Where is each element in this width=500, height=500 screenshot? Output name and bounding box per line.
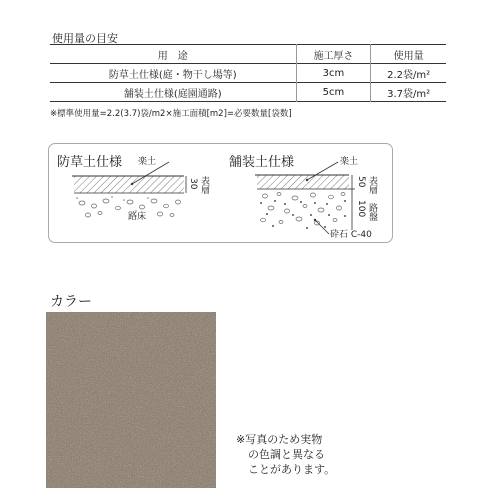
usage-section-title: 使用量の目安: [52, 32, 118, 45]
row-application: 防草土仕様(庭・物干し場等): [50, 64, 296, 83]
disclaimer-line: ことがあります。: [248, 463, 336, 476]
right-top-layer-label: 表層: [367, 176, 377, 194]
color-section-title: カラー: [50, 294, 92, 310]
surface-layer: [74, 176, 184, 193]
left-base-label: 路床: [128, 212, 147, 222]
leader-line: [315, 220, 329, 234]
diagram-title-weed-proof: 防草土仕様: [57, 155, 123, 170]
right-gravel-label: 砕石 C-40: [330, 230, 372, 240]
header-application: 用 途: [50, 45, 296, 64]
paving-section-diagram: [255, 158, 365, 238]
usage-table: [50, 44, 446, 102]
surface-layer: [257, 175, 349, 189]
right-base-layer-label: 路盤: [367, 203, 377, 221]
disclaimer-line: ※写真のため実物: [236, 433, 323, 446]
base-course-dots: [260, 200, 346, 229]
row-amount: 3.7袋/m²: [387, 88, 431, 100]
table-row: [50, 64, 446, 83]
usage-formula-note: ※標準使用量=2.2(3.7)袋/m2×施工面積[m2]=必要数量[袋数]: [50, 109, 292, 119]
left-layer-label: 表層: [199, 176, 209, 194]
leader-dot: [314, 219, 316, 221]
right-base-thickness-label: 100: [356, 200, 366, 218]
left-material-label: 楽土: [138, 157, 157, 167]
row-amount: 2.2袋/m²: [387, 69, 431, 81]
color-swatch-image: [46, 312, 216, 488]
row-thickness: 3cm: [296, 64, 371, 83]
right-top-thickness-label: 50: [356, 176, 366, 188]
header-thickness: 施工厚さ: [296, 45, 371, 64]
disclaimer-line: の色調と異なる: [248, 448, 325, 461]
right-material-label: 楽土: [340, 157, 359, 167]
table-header-row: [50, 45, 446, 64]
left-thickness-label: 30: [188, 178, 198, 190]
row-application: 舗装土仕様(庭園通路): [50, 83, 296, 102]
base-course-aggregate: [261, 193, 346, 226]
table-row: [50, 83, 446, 102]
row-thickness: 5cm: [296, 83, 371, 102]
color-disclaimer: [236, 432, 335, 477]
header-amount: 使用量: [393, 50, 424, 62]
diagram-title-paving: 舗装土仕様: [229, 155, 295, 170]
swatch-texture: [46, 312, 216, 488]
